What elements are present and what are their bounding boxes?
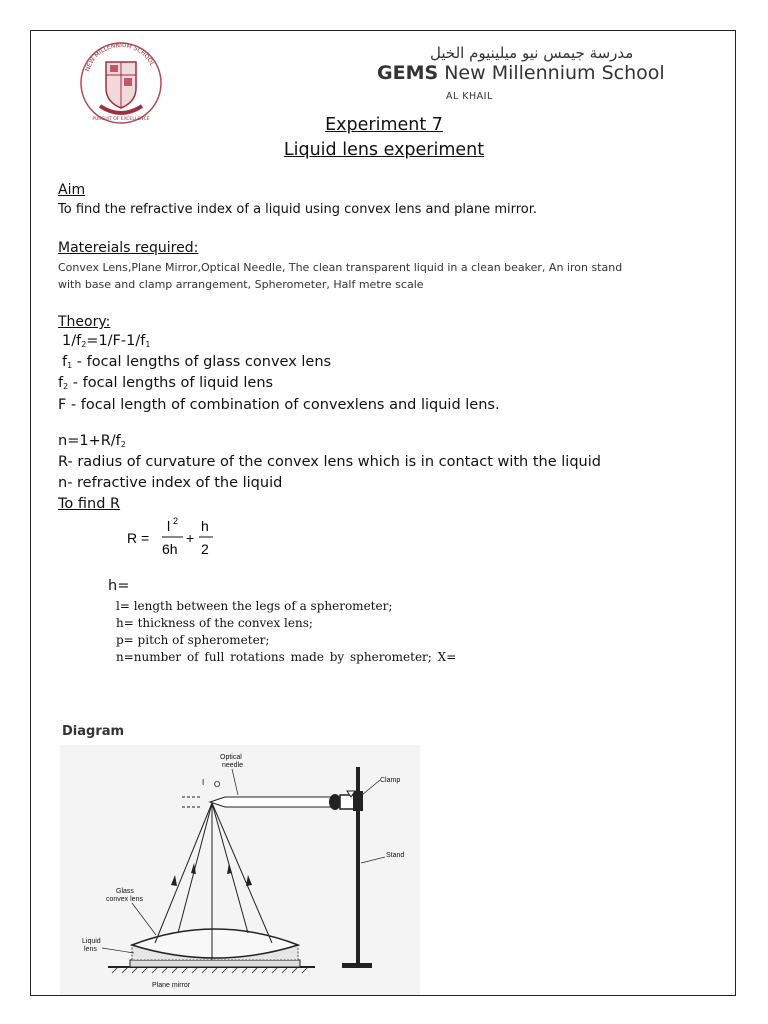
aim-heading: Aim [58, 182, 86, 198]
n-rotations-definition: n=number of full rotations made by spherometer; X= [116, 650, 457, 664]
h-equation: h= [108, 578, 130, 594]
materials-heading: Matereials required: [58, 240, 199, 256]
school-crest-logo [78, 40, 164, 126]
label-glass: Glass [116, 888, 134, 895]
diagram-heading: Diagram [62, 724, 125, 739]
theory-heading: Theory: [58, 314, 111, 330]
school-name-arabic: مدرسة جيمس نيو ميلينيوم الخيل [430, 44, 634, 62]
p-definition: p= pitch of spherometer; [116, 633, 270, 647]
formula-den1: 6h [162, 541, 178, 557]
label-stand: Stand [386, 852, 405, 859]
liquid-lens-apparatus-diagram [60, 745, 420, 995]
school-brand: GEMS [377, 62, 439, 84]
school-name-text: New Millennium School [444, 62, 665, 84]
school-name [377, 62, 665, 84]
label-O: O [214, 780, 221, 789]
lens-formula: $1/f_2=1/F-1/f_1$ [62, 333, 151, 349]
formula-plus: + [186, 530, 195, 546]
experiment-number-title: Experiment 7 [325, 115, 443, 135]
label-I: I [202, 778, 205, 787]
F-definition: F - focal length of combination of convexlens and liquid lens. [58, 397, 500, 413]
experiment-name-title: Liquid lens experiment [283, 140, 485, 160]
materials-line-2: with base and clamp arrangement, Spherometer, Half metre scale [58, 278, 424, 291]
f2-definition: $f_2$ - focal lengths of liquid lens [58, 375, 274, 391]
radius-formula [125, 514, 225, 562]
f1-definition: $f_1$ - focal lengths of glass convex lens [62, 354, 332, 370]
formula-sup: 2 [173, 516, 179, 526]
h-definition: h= thickness of the convex lens; [116, 616, 313, 630]
formula-num1: l [167, 518, 171, 534]
n-definition: n- refractive index of the liquid [58, 475, 283, 491]
formula-lhs: R = [127, 530, 150, 546]
formula-num2: h [201, 518, 209, 534]
l-definition: l= length between the legs of a spherometer; [116, 599, 393, 613]
formula-den2: 2 [201, 541, 209, 557]
label-liquid: Liquid [82, 938, 101, 945]
refractive-index-formula: $n=1+R/f_2$ [58, 433, 126, 449]
label-plane-mirror: Plane mirror [152, 982, 191, 989]
materials-line-1: Convex Lens,Plane Mirror,Optical Needle, The clean transparent liquid in a clean beaker, An iron stand [58, 261, 623, 274]
R-definition: R- radius of curvature of the convex lens which is in contact with the liquid [58, 454, 601, 470]
label-optical: Optical [220, 754, 242, 761]
label-needle: needle [222, 762, 244, 769]
label-clamp: Clamp [380, 777, 401, 784]
school-campus: AL KHAIL [446, 91, 493, 102]
logo-text-top: NEW MILLENNIUM SCHOOL [84, 41, 156, 73]
label-lens: lens [84, 946, 97, 953]
to-find-R-heading: To find R [58, 496, 121, 512]
label-convex-lens: convex lens [106, 896, 143, 903]
logo-text-bottom: PURSUIT OF EXCELLENCE [92, 117, 150, 122]
aim-text: To find the refractive index of a liquid using convex lens and plane mirror. [58, 202, 538, 217]
